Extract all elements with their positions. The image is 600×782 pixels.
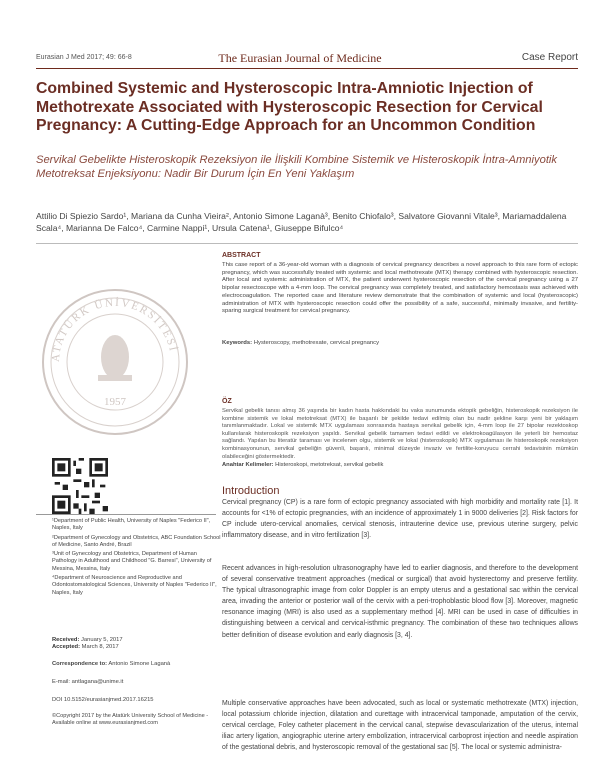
abstract-heading: ABSTRACT — [222, 252, 261, 259]
anahtar-value: Histeroskopi, metotreksat, servikal gebelik — [275, 462, 384, 468]
intro-paragraph-3: Multiple conservative approaches have been advocated, such as local or systematic methotrexate (MTX) injection, local potassium chloride injection, dilatation and curettage with intracervical tamponade, amputation of the cervix, cervical cerclage, Foley catheter placement in the cervical canal, stepwise devascularization of the uterus, internal iliac artery ligation, angiographic uterine artery embolization, intracervical carboprost injection and needle aspiration of the gestational debris, and hysteroscopic removal of the gestational sac [5]. The local or systemic administra- — [222, 700, 578, 752]
affiliation-item: ⁴Department of Neuroscience and Reproductive and Odontostomatological Sciences, University of Naples "Federico II", Naples, Italy — [52, 575, 217, 596]
author-list: Attilio Di Spiezio Sardo¹, Mariana da Cunha Vieira², Antonio Simone Laganà³, Benito Chiofalo³, Salvatore Giovanni Vitale³, Mariamaddalena Scala⁴, Marianna De Falco⁴, Carmine Nappi¹, Ursula Catena¹, Giuseppe Bifulco⁴ — [36, 211, 567, 233]
header-divider — [36, 68, 578, 69]
intro-paragraph-2: Recent advances in high-resolution ultrasonography have led to earlier diagnosis, and therefore to the development of several conservative treatment approaches (medical or surgical) that avoid hysterectomy and preserve fertility. The typical ultrasonographic image from color Doppler is an empty uterus and a gestational sac within the cervical area, invading the anterior or posterior wall of the cervix with a peri-trophoblastic blood flow [3]. Moreover, magnetic resonance imaging (MRI) is also used as a supplementary method [4]. MRI can be used in case of difficulties in distinguishing between a cervical and cervical-isthmic pregnancy. The combination of these two techniques allows better definition of disease evolution and early diagnosis [3, 4]. — [222, 565, 578, 639]
introduction-heading: Introduction — [222, 485, 280, 497]
article-dates — [52, 637, 123, 651]
article-subtitle: Servikal Gebelikte Histeroskopik Rezeksiyon ile İlişkili Kombine Sistemik ve Histeroskopik İntra-Amniyotik Metotreksat Enjeksiyonu: Nadir Bir Durum İçin En Yeni Yaklaşım — [36, 154, 558, 180]
correspondence-name: Antonio Simone Laganà — [108, 661, 171, 667]
anahtar-label: Anahtar Kelimeler: — [222, 462, 274, 468]
abstract-text: This case report of a 36-year-old woman with a diagnosis of cervical pregnancy describes a novel approach to this rare form of ectopic pregnancy, which was successfully treated with systemic and local methotrexate (MTX) therapy combined with hysteroscopic resection. After local and systemic administration of MTX, the patient underwent hysteroscopic resection of the cervical pregnancy using a 27 bipolar resectoscope with a 4-mm loop. The cervical pregnancy was completely treated, and satisfactory hemostasis was achieved with electrocoagulation. The reported case and literature review demonstrate that the combination of systemic and local (hysteroscopic) administration of MTX with hysteroscopic resection could offer the possibility of a safe, successful, minimally invasive, and fertility-sparing surgical treatment for cervical pregnancy. — [222, 262, 578, 315]
journal-name: The Eurasian Journal of Medicine — [218, 51, 382, 65]
oz-heading: ÖZ — [222, 398, 232, 405]
qr-code-icon[interactable] — [52, 458, 108, 514]
email-label: E-mail: — [52, 679, 71, 685]
article-title: Combined Systemic and Hysteroscopic Intra-Amniotic Injection of Methotrexate Associated with Hysteroscopic Resection for Cervical Pregnancy: A Cutting-Edge Approach for an Uncommon Condition — [36, 80, 543, 134]
authors-divider — [36, 243, 578, 244]
affiliation-item: ¹Department of Public Health, University of Naples "Federico II", Naples, Italy — [52, 518, 211, 532]
oz-text: Servikal gebelik tanısı almış 36 yaşında bir kadın hasta hakkındaki bu vaka sunumunda ektopik gebeliğin, histeroskopik rezeksiyon ile kombine sistemik ve lokal metotreksat (MTX) ile başarılı bir şekilde tedavi edilmiş olan bu nadir şekline karşı yeni bir yaklaşım tanımlanmaktadır. Lokal ve sistemik MTX uygulaması sonrasında hastaya servikal gebelik için, 4-mm loop ile 27 bipolar rezektoskop kullanılarak histeroskopik rezeksiyon yapıldı. Servikal gebelik tamamen tedavi edildi ve elektrokoagülasyon ile yeterli bir hemostaz sağlandı. Yapılan bu literatür taraması ve incelenen olgu, sistemik ve lokal (histeroskopik) MTX uygulaması ile histeroskopik rezeksiyon kombinasyonunun, servikal gebeliğin güvenli, başarılı, minimal düzeyde invaziv ve fertilite-koruyucu cerrahi tedavisinin mümkün olabileceğini göstermektedir. — [222, 408, 578, 460]
accepted-date: March 8, 2017 — [81, 644, 119, 650]
received-label: Received: — [52, 637, 80, 643]
keywords-value: Hysteroscopy, methotrexate, cervical pregnancy — [253, 340, 380, 346]
affiliation-divider — [36, 514, 216, 515]
email-link[interactable]: antlagana@unime.it — [71, 679, 124, 685]
affiliation-item: ³Unit of Gynecology and Obstetrics, Department of Human Pathology in Adulthood and Childhood "G. Barresi", University of Messina, Messina, Italy — [52, 551, 212, 572]
seal-ring-text: ATATÜRK ÜNİVERSİTESİ — [49, 296, 180, 363]
article-type: Case Report — [521, 52, 578, 63]
affiliation-item: ²Department of Gynecology and Obstetrics, ABC Foundation School of Medicine, Santo André, Brazil — [52, 534, 221, 548]
keywords-label: Keywords: — [222, 340, 253, 346]
received-date: January 5, 2017 — [81, 637, 123, 643]
correspondence-label: Correspondence to: — [52, 661, 108, 667]
accepted-label: Accepted: — [52, 644, 81, 650]
university-seal-icon — [40, 287, 190, 437]
doi[interactable]: DOI 10.5152/eurasianjmed.2017.16215 — [52, 697, 154, 703]
intro-paragraph-1: Cervical pregnancy (CP) is a rare form of ectopic pregnancy associated with high morbidity and mortality rate [1]. It accounts for <1% of ectopic pregnancies, with an incidence of approximately 1 in 9000 deliveries [2]. Risk factors for CP include utero-cervical anomalies, cervical stenosis, intrauterine device use, previous uterine surgery, pelvic inflammatory disease, and in vitro fertilization [3]. — [222, 499, 578, 540]
copyright: ©Copyright 2017 by the Atatürk University School of Medicine - Available online at www.eurasianjmed.com — [52, 713, 209, 726]
anahtar-kelimeler — [222, 462, 383, 468]
email-line — [52, 679, 123, 685]
citation: Eurasian J Med 2017; 49: 66-8 — [36, 54, 132, 61]
seal-year: 1957 — [104, 396, 126, 408]
affiliations — [52, 518, 222, 599]
correspondence — [52, 661, 170, 667]
keywords — [222, 340, 379, 346]
